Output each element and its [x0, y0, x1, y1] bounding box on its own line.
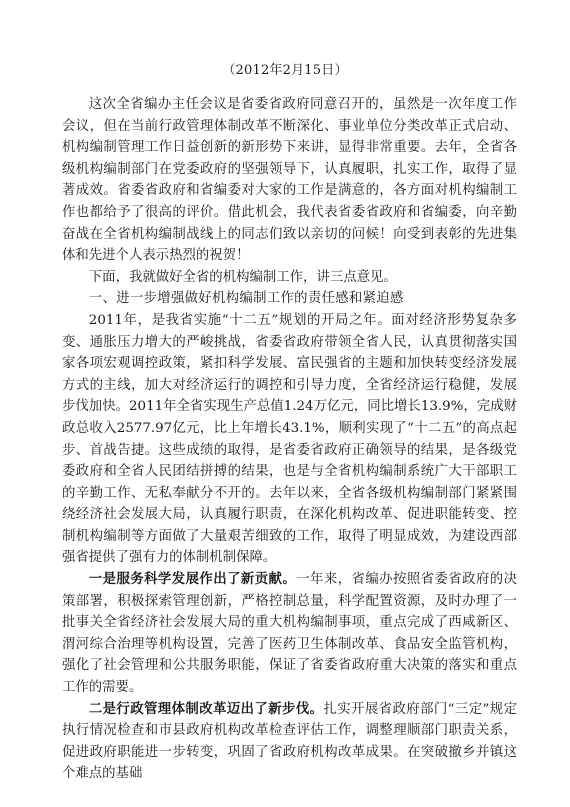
document-date: （2012年2月15日） — [222, 63, 348, 78]
paragraph-intro: 这次全省编办主任会议是省委省政府同意召开的，虽然是一次年度工作会议，但在当前行政管理体制改革不断深化、事业单位分类改革正式启动、机构编制管理工作日益创新的新形势下来讲，显得非常重要。去年，全省各级机构编制部门在党委政府的坚强领导下，认真履职，扎实工作，取得了显著成效。省委省政府和省编委对大家的工作是满意的，各方面对机构编制工作也都给予了很高的评价。借此机会，我代表省委省政府和省编委，向辛勤奋战在全省机构编制战线上的同志们致以亲切的问候！向受到表彰的先进集体和先进个人表示热烈的祝贺！ — [62, 97, 517, 264]
point-1-text: 一年来，省编办按照省委省政府的决策部署，积极探索管理创新，严格控制总量，科学配置资源，及时办理了一批事关全省经济社会发展大局的重大机构编制事项，重点完成了西咸新区、渭河综合治理等机构设置，完善了医药卫生体制改革、食品安全监管机构，强化了社会管理和公共服务职能，保证了省委省政府重大决策的落实和重点工作的需要。 — [62, 572, 517, 696]
section-heading-1: 一、进一步增强做好机构编制工作的责任感和紧迫感 — [88, 291, 404, 307]
document-body — [62, 94, 517, 785]
point-1-lead: 一是服务科学发展作出了新贡献。 — [88, 571, 297, 588]
paragraph-2011-review: 2011年，是我省实施“十二五”规划的开局之年。面对经济形势复杂多变、通胀压力增大的严峻挑战，省委省政府带领全省人民，认真贯彻落实国家各项宏观调控政策，紧扣科学发展、富民强省的主题和加快转变经济发展方式的主线，加大对经济运行的调控和引导力度，全省经济运行稳健，发展步伐加快。2011年全省实现生产总值1.24万亿元，同比增长13.9%，完成财政总收入2577.97亿元，比上年增长43.1%，顺利实现了“十二五”的高点起步、首战告捷。这些成绩的取得，是省委省政府正确领导的结果，是各级党委政府和全省人民团结拼搏的结果，也是与全省机构编制系统广大干部职工的辛勤工作、无私奉献分不开的。去年以来，全省各级机构编制部门紧紧围绕经济社会发展大局，认真履行职责，在深化机构改革、促进职能转变、控制机构编制等方面做了大量艰苦细致的工作，取得了明显成效，为建设西部强省提供了强有力的体制机制保障。 — [62, 312, 517, 566]
point-2-text: 扎实开展省政府部门“三定”规定执行情况检查和市县政府机构改革检查评估工作，调整理顺部门职责关系，促进政府职能进一步转变，巩固了省政府机构改革成果。在突破撤乡并镇这个难点的基础 — [62, 701, 517, 782]
paragraph-point-2 — [62, 699, 517, 785]
paragraph-point-1 — [62, 569, 517, 699]
paragraph-outline: 下面，我就做好全省的机构编制工作，讲三点意见。 — [88, 269, 397, 285]
point-2-lead: 二是行政管理体制改革迈出了新步伐。 — [88, 700, 324, 717]
